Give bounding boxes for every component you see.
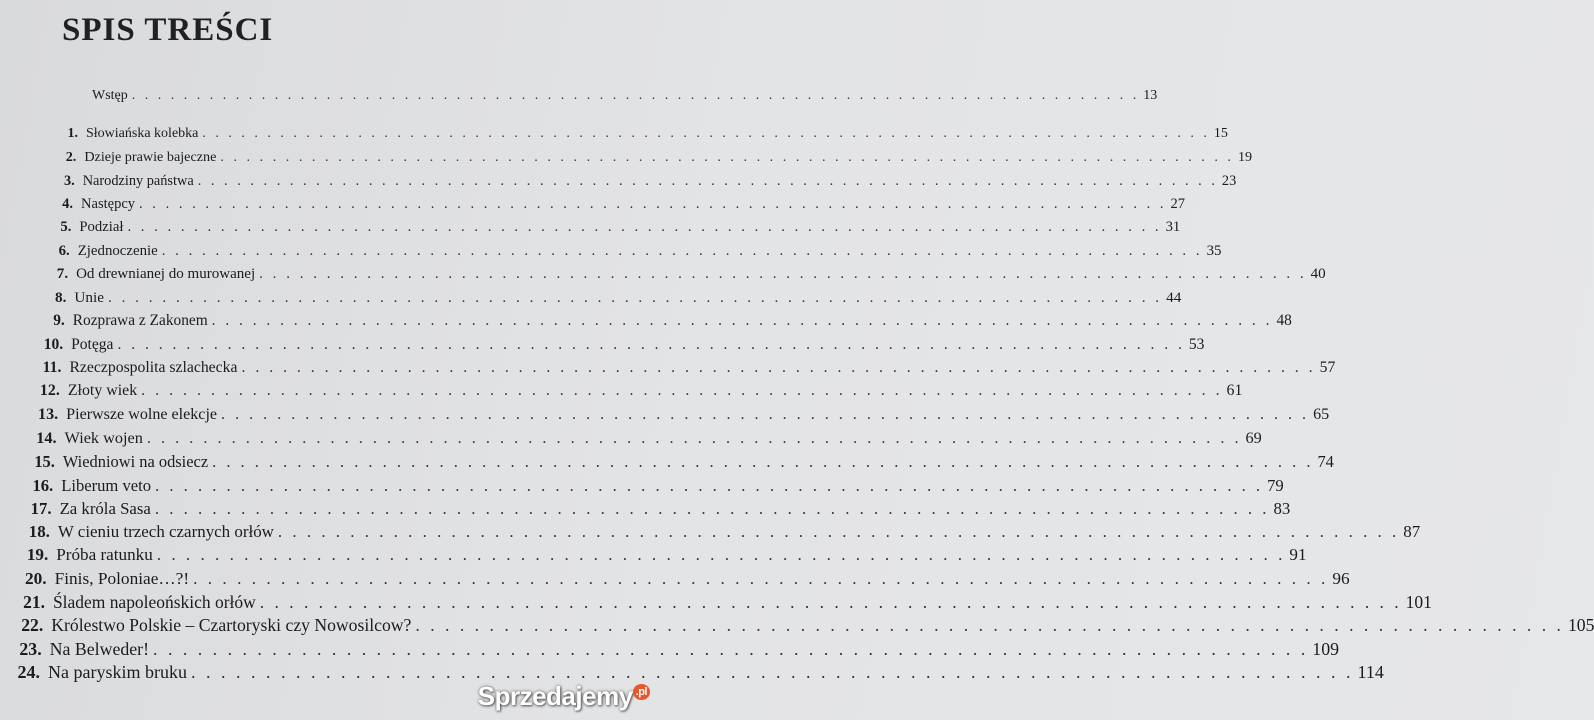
entry-title: Następcy — [81, 195, 136, 212]
entry-page-number: 105 — [1567, 615, 1594, 636]
entry-number: 16. — [32, 475, 54, 495]
toc-entry — [25, 359, 1336, 377]
entry-page-number: 15 — [1213, 126, 1228, 141]
entry-title: Królestwo Polskie – Czartoryski czy Nowosilcow? — [51, 615, 412, 636]
entry-page-number: 27 — [1170, 195, 1186, 212]
toc-entry — [27, 335, 1205, 354]
toc-entry — [6, 592, 1432, 613]
entry-title: Finis, Poloniae…?! — [54, 568, 190, 588]
entry-page-number: 19 — [1237, 149, 1253, 166]
entry-number: 19. — [26, 545, 49, 565]
toc-entry — [2, 638, 1339, 660]
entry-page-number: 114 — [1357, 661, 1384, 682]
entry-title: Śladem napoleońskich orłów — [52, 592, 256, 612]
entry-page-number: 23 — [1221, 172, 1237, 189]
entry-page-number: 31 — [1165, 219, 1181, 236]
entry-number: 6. — [58, 242, 70, 259]
entry-title: Potęga — [71, 335, 114, 353]
dot-leader: . . . . . . . . . . . . . . . . . . . . . . . . . . . . . . . . . . . . . . . . . . . . . . . . . . . . . . . . . . . . . . . . . . . . . . . . . . . . . . — [131, 88, 1140, 103]
dot-leader: . . . . . . . . . . . . . . . . . . . . . . . . . . . . . . . . . . . . . . . . . . . . . . . . . . . . . . . . . . . . . . . . . . . . . . . . . . . . . . — [107, 289, 1163, 307]
dot-leader: . . . . . . . . . . . . . . . . . . . . . . . . . . . . . . . . . . . . . . . . . . . . . . . . . . . . . . . . . . . . . . . . . . . . . . . . . . . . . . — [212, 452, 1314, 472]
entry-page-number: 79 — [1267, 475, 1284, 495]
dot-leader: . . . . . . . . . . . . . . . . . . . . . . . . . . . . . . . . . . . . . . . . . . . . . . . . . . . . . . . . . . . . . . . . . . . . . . . . . . . . . . — [117, 335, 1185, 353]
entry-page-number: 96 — [1332, 568, 1350, 588]
entry-number: 15. — [34, 452, 55, 472]
entry-number: 20. — [24, 568, 47, 588]
dot-leader: . . . . . . . . . . . . . . . . . . . . . . . . . . . . . . . . . . . . . . . . . . . . . . . . . . . . . . . . . . . . . . . . . . . . . . . . . . . . . . — [202, 126, 1210, 141]
toc-entry — [23, 382, 1243, 400]
entry-title: Od drewnianej do murowanej — [76, 265, 256, 282]
entry-title: Słowiańska kolebka — [86, 126, 199, 141]
entry-number: 23. — [19, 638, 42, 659]
dot-leader: . . . . . . . . . . . . . . . . . . . . . . . . . . . . . . . . . . . . . . . . . . . . . . . . . . . . . . . . . . . . . . . . . . . . . . . . . . . . . . — [211, 312, 1273, 330]
toc-entry — [40, 172, 1237, 190]
entry-number: 18. — [28, 522, 50, 542]
toc-entry — [44, 126, 1228, 142]
entry-number: 1. — [67, 126, 78, 141]
dot-leader: . . . . . . . . . . . . . . . . . . . . . . . . . . . . . . . . . . . . . . . . . . . . . . . . . . . . . . . . . . . . . . . . . . . . . . . . . . . . . . — [139, 195, 1167, 212]
entry-page-number: 44 — [1166, 289, 1182, 307]
entry-page-number: 65 — [1313, 405, 1330, 423]
entry-title: Liberum veto — [61, 475, 152, 495]
entry-page-number: 74 — [1317, 452, 1334, 472]
toc-entry — [29, 312, 1292, 330]
entry-page-number: 57 — [1319, 359, 1336, 376]
toc-entry — [10, 545, 1307, 565]
entry-title: Wiedniowi na odsiecz — [62, 452, 209, 472]
toc-entry — [31, 289, 1182, 307]
entry-title: Złoty wiek — [67, 382, 138, 400]
entry-number: 13. — [38, 405, 59, 423]
entry-title: Próba ratunku — [56, 545, 153, 565]
entry-page-number: 87 — [1403, 522, 1421, 542]
entry-title: Pierwsze wolne elekcje — [66, 405, 218, 423]
entry-page-number: 40 — [1310, 265, 1326, 282]
entry-title: Dzieje prawie bajeczne — [84, 149, 217, 166]
entry-page-number: 69 — [1245, 428, 1262, 447]
toc-entry — [34, 242, 1222, 260]
entry-page-number: 101 — [1405, 592, 1432, 612]
entry-number: 10. — [43, 335, 64, 353]
dot-leader: . . . . . . . . . . . . . . . . . . . . . . . . . . . . . . . . . . . . . . . . . . . . . . . . . . . . . . . . . . . . . . . . . . . . . . . . . . . . . . — [154, 498, 1270, 518]
watermark-text: Sprzedajemy — [477, 681, 633, 711]
entry-title: Rozprawa z Zakonem — [72, 312, 208, 330]
entry-page-number: 35 — [1206, 242, 1222, 259]
entry-number: 14. — [36, 428, 57, 447]
entry-number: 4. — [62, 195, 74, 212]
entry-number: 7. — [56, 265, 69, 282]
dot-leader: . . . . . . . . . . . . . . . . . . . . . . . . . . . . . . . . . . . . . . . . . . . . . . . . . . . . . . . . . . . . . . . . . . . . . . . . . . . . . . — [415, 615, 1564, 636]
toc-entry — [38, 195, 1186, 213]
entry-title: Narodziny państwa — [82, 172, 194, 189]
toc-entry — [15, 475, 1284, 496]
entry-number: 2. — [65, 149, 77, 166]
dot-leader: . . . . . . . . . . . . . . . . . . . . . . . . . . . . . . . . . . . . . . . . . . . . . . . . . . . . . . . . . . . . . . . . . . . . . . . . . . . . . . — [156, 545, 1286, 565]
dot-leader: . . . . . . . . . . . . . . . . . . . . . . . . . . . . . . . . . . . . . . . . . . . . . . . . . . . . . . . . . . . . . . . . . . . . . . . . . . . . . . — [155, 475, 1264, 495]
entry-title: Zjednoczenie — [77, 242, 158, 259]
entry-number: 5. — [60, 219, 72, 236]
dot-leader: . . . . . . . . . . . . . . . . . . . . . . . . . . . . . . . . . . . . . . . . . . . . . . . . . . . . . . . . . . . . . . . . . . . . . . . . . . . . . . — [221, 405, 1310, 423]
toc-entry — [17, 452, 1334, 472]
entry-title: Na Belweder! — [49, 638, 150, 659]
toc-intro — [92, 88, 1158, 104]
toc-entry — [11, 522, 1421, 542]
entry-number: 8. — [55, 289, 67, 307]
dot-leader: . . . . . . . . . . . . . . . . . . . . . . . . . . . . . . . . . . . . . . . . . . . . . . . . . . . . . . . . . . . . . . . . . . . . . . . . . . . . . . — [277, 522, 1400, 542]
entry-page-number: 61 — [1226, 382, 1243, 400]
entry-page-number: 109 — [1312, 638, 1339, 659]
dot-leader: . . . . . . . . . . . . . . . . . . . . . . . . . . . . . . . . . . . . . . . . . . . . . . . . . . . . . . . . . . . . . . . . . . . . . . . . . . . . . . — [220, 149, 1234, 166]
toc-entry — [36, 219, 1181, 236]
entry-number: 24. — [17, 661, 40, 682]
entry-page-number: 83 — [1273, 498, 1291, 518]
entry-title: Wiek wojen — [64, 428, 143, 447]
entry-title: Za króla Sasa — [59, 498, 151, 518]
dot-leader: . . . . . . . . . . . . . . . . . . . . . . . . . . . . . . . . . . . . . . . . . . . . . . . . . . . . . . . . . . . . . . . . . . . . . . . . . . . . . . — [259, 265, 1307, 282]
entry-number: 3. — [63, 172, 75, 189]
watermark-suffix: .pl — [633, 684, 650, 700]
dot-leader: . . . . . . . . . . . . . . . . . . . . . . . . . . . . . . . . . . . . . . . . . . . . . . . . . . . . . . . . . . . . . . . . . . . . . . . . . . . . . . — [141, 382, 1223, 400]
dot-leader: . . . . . . . . . . . . . . . . . . . . . . . . . . . . . . . . . . . . . . . . . . . . . . . . . . . . . . . . . . . . . . . . . . . . . . . . . . . . . . — [153, 638, 1309, 659]
toc-entry — [13, 498, 1291, 519]
entry-page-number: 91 — [1289, 545, 1307, 565]
entry-page-number: 13 — [1143, 88, 1158, 103]
dot-leader: . . . . . . . . . . . . . . . . . . . . . . . . . . . . . . . . . . . . . . . . . . . . . . . . . . . . . . . . . . . . . . . . . . . . . . . . . . . . . . — [241, 359, 1316, 376]
dot-leader: . . . . . . . . . . . . . . . . . . . . . . . . . . . . . . . . . . . . . . . . . . . . . . . . . . . . . . . . . . . . . . . . . . . . . . . . . . . . . . — [161, 242, 1203, 259]
toc-entry — [42, 149, 1253, 166]
entry-title: Podział — [79, 219, 124, 236]
entry-title: Wstęp — [92, 88, 128, 103]
entry-title: Rzeczpospolita szlachecka — [69, 359, 238, 376]
entry-page-number: 48 — [1276, 312, 1292, 330]
entry-number: 12. — [39, 382, 60, 400]
entry-number: 22. — [21, 615, 44, 636]
entry-number: 9. — [53, 312, 65, 330]
toc-entry — [21, 405, 1330, 424]
watermark-logo — [478, 681, 650, 712]
entry-number: 21. — [23, 592, 45, 612]
page-title: SPIS TREŚCI — [62, 12, 274, 48]
toc-entry — [33, 265, 1326, 283]
dot-leader: . . . . . . . . . . . . . . . . . . . . . . . . . . . . . . . . . . . . . . . . . . . . . . . . . . . . . . . . . . . . . . . . . . . . . . . . . . . . . . — [146, 428, 1242, 447]
toc-entry — [8, 568, 1350, 589]
toc-entry — [4, 615, 1594, 636]
toc-entry — [0, 661, 1384, 683]
entry-number: 11. — [42, 359, 62, 376]
toc-entry — [19, 428, 1262, 448]
entry-number: 17. — [30, 498, 52, 518]
dot-leader: . . . . . . . . . . . . . . . . . . . . . . . . . . . . . . . . . . . . . . . . . . . . . . . . . . . . . . . . . . . . . . . . . . . . . . . . . . . . . . — [127, 219, 1162, 236]
entry-title: W cieniu trzech czarnych orłów — [57, 522, 274, 542]
dot-leader: . . . . . . . . . . . . . . . . . . . . . . . . . . . . . . . . . . . . . . . . . . . . . . . . . . . . . . . . . . . . . . . . . . . . . . . . . . . . . . — [190, 661, 1354, 682]
dot-leader: . . . . . . . . . . . . . . . . . . . . . . . . . . . . . . . . . . . . . . . . . . . . . . . . . . . . . . . . . . . . . . . . . . . . . . . . . . . . . . — [193, 568, 1329, 588]
dot-leader: . . . . . . . . . . . . . . . . . . . . . . . . . . . . . . . . . . . . . . . . . . . . . . . . . . . . . . . . . . . . . . . . . . . . . . . . . . . . . . — [197, 172, 1218, 189]
entry-page-number: 53 — [1188, 335, 1205, 353]
dot-leader: . . . . . . . . . . . . . . . . . . . . . . . . . . . . . . . . . . . . . . . . . . . . . . . . . . . . . . . . . . . . . . . . . . . . . . . . . . . . . . — [259, 592, 1402, 612]
entry-title: Unie — [74, 289, 104, 307]
entry-title: Na paryskim bruku — [48, 661, 187, 682]
